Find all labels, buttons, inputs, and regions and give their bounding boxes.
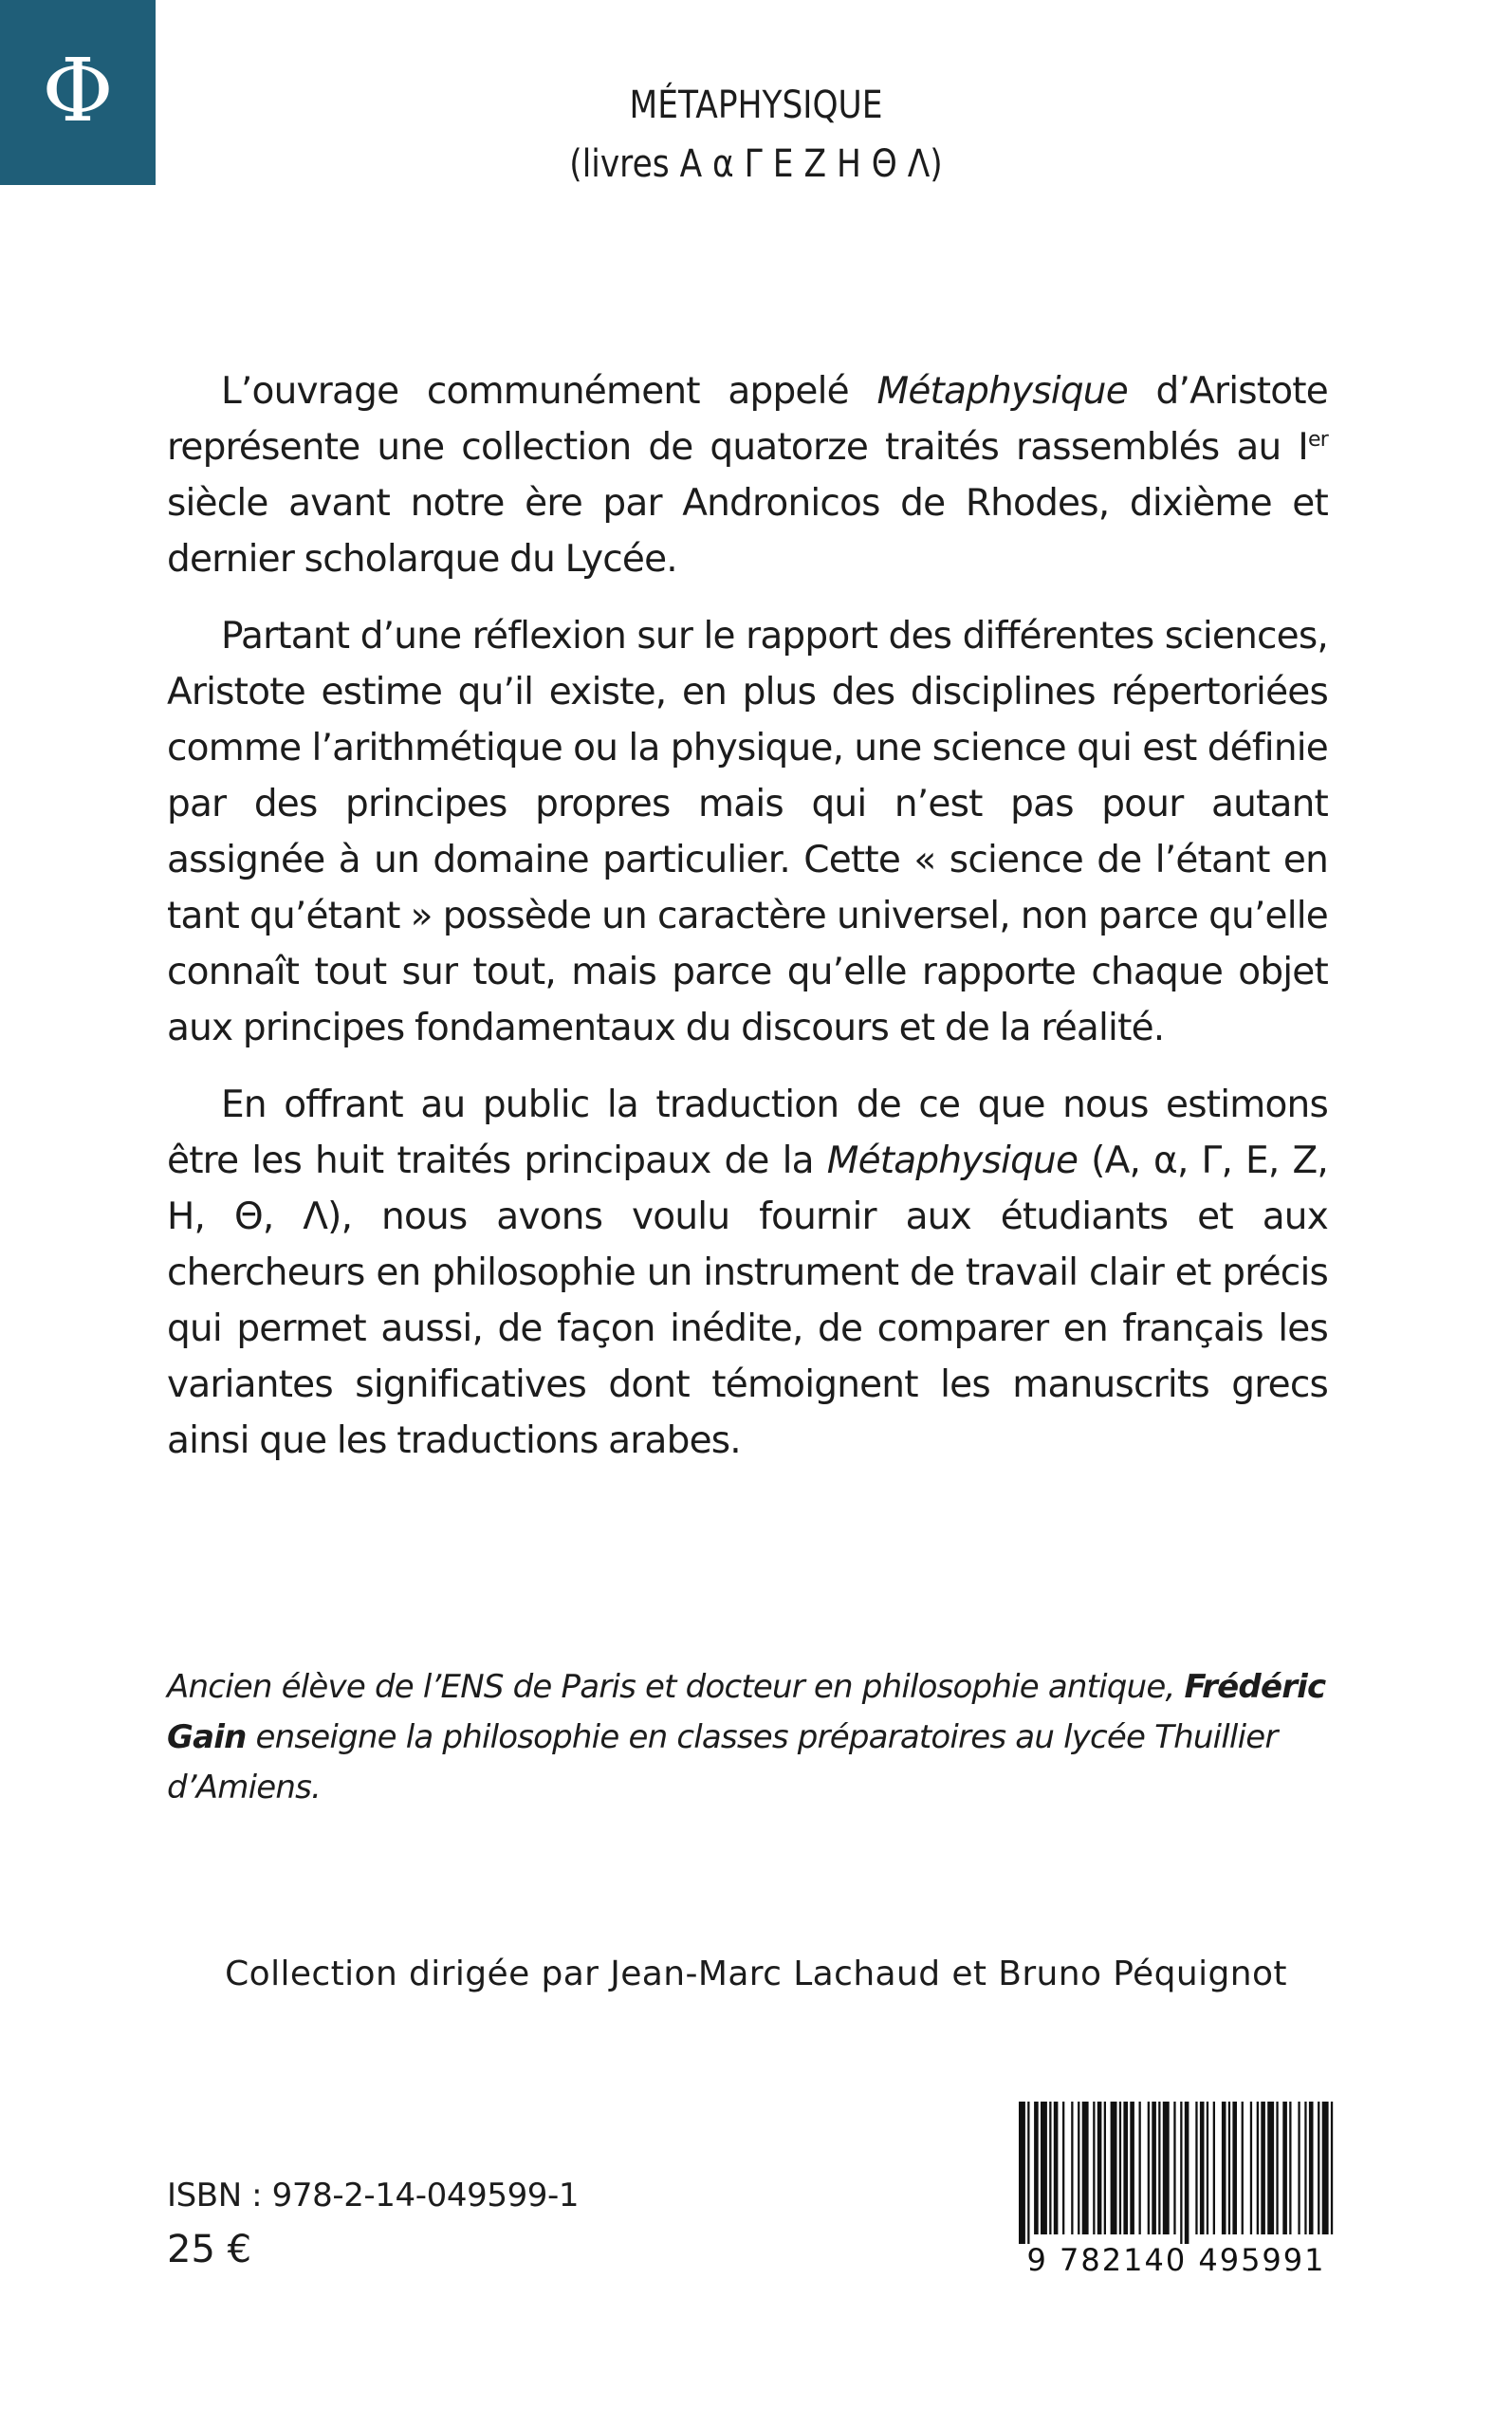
barcode-bar [1318,2102,1319,2234]
author-bio: Ancien élève de l’ENS de Paris et docteur en philosophie antique, Frédéric Gain enseigne la philosophie en classes préparatoires au lycée Thuillier d’Amiens. [167,1668,1326,1807]
barcode-bar [1019,2102,1025,2244]
isbn: ISBN : 978-2-14-049599-1 [167,2177,580,2214]
barcode-bar [1148,2102,1150,2234]
barcode-bar [1200,2102,1205,2234]
barcode-bar [1062,2102,1064,2234]
description-paragraph-2: Partant d’une réflexion sur le rapport des différentes sciences, Aristote estime qu’il existe, en plus des disciplines répertoriées comme l’arithmétique ou la physique, une science qui est définie par des principes propres mais qui n’est pas pour autant assignée à un domaine particulier. Cette « science de l’étant en tant qu’étant » possède un caractère universel, non parce qu’elle connaît tout sur tout, mais parce qu’elle rapporte chaque objet aux principes fondamentaux du discours et de la réalité. [167,615,1328,1049]
barcode-bar [1282,2102,1287,2234]
barcode-bar [1331,2102,1333,2234]
book-subtitle: (livres Α α Γ Ε Ζ Η Θ Λ) [569,142,943,186]
barcode-bar [1267,2102,1274,2234]
barcode-bar [1322,2102,1329,2234]
barcode-icon [1015,2102,1337,2244]
barcode-bar [1185,2102,1189,2244]
collection-credit: Collection dirigée par Jean-Marc Lachaud et Bruno Péquignot [225,1955,1287,1993]
barcode-bar [1289,2102,1291,2234]
barcode-bar [1242,2102,1244,2234]
book-title: MÉTAPHYSIQUE [629,83,883,127]
barcode-bar [1123,2102,1128,2234]
barcode-bar [1152,2102,1156,2234]
barcode-bar [1097,2102,1102,2234]
barcode-bar [1078,2102,1079,2234]
barcode-bar [1139,2102,1141,2234]
barcode-bar [1054,2102,1059,2234]
book-description [167,363,1328,1490]
price: 25 € [167,2228,252,2271]
barcode-bar [1119,2102,1121,2234]
author-name: Frédéric Gain [167,1668,1326,1756]
barcode-bar [1104,2102,1106,2234]
barcode-bar [1213,2102,1215,2234]
barcode-bar [1130,2102,1134,2234]
barcode-bar [1298,2102,1300,2234]
barcode-bar [1257,2102,1259,2234]
barcode-bar [1158,2102,1160,2234]
barcode-bar [1071,2102,1073,2234]
barcode-bar [1261,2102,1265,2234]
barcode-bar [1250,2102,1252,2234]
barcode-bar [1180,2102,1182,2244]
phi-logo-icon: Φ [42,39,114,141]
barcode-bar [1195,2102,1197,2234]
barcode-bar [1093,2102,1095,2234]
barcode-bar [1276,2102,1278,2234]
barcode-bar [1082,2102,1089,2234]
barcode-bar [1309,2102,1314,2234]
description-paragraph-3: En offrant au public la traduction de ce que nous estimons être les huit traités principaux de la Métaphysique (Α, α, Γ, Ε, Ζ, Η, Θ, Λ), nous avons voulu fournir aux étudiants et aux chercheurs en philosophie un instrument de travail clair et précis qui permet aussi, de façon inédite, de comparer en français les variantes significatives dont témoignent les manuscrits grecs ainsi que les traductions arabes. [167,1084,1328,1462]
barcode [1015,2102,1337,2282]
barcode-bar [1207,2102,1208,2234]
barcode-digits: 9 782140 495991 [1026,2242,1326,2278]
barcode-bar [1232,2102,1237,2234]
barcode-bar [1163,2102,1170,2234]
barcode-bar [1228,2102,1230,2234]
barcode-bar [1222,2102,1226,2234]
barcode-bar [1173,2102,1175,2234]
barcode-bar [1041,2102,1047,2234]
description-paragraph-1: L’ouvrage communément appelé Métaphysique d’Aristote représente une collection de quatorze traités rassemblés au Ier siècle avant notre ère par Andronicos de Rhodes, dixième et dernier scholarque du Lycée. [167,370,1328,581]
barcode-bar [1304,2102,1306,2234]
barcode-bar [1111,2102,1117,2234]
barcode-bar [1034,2102,1039,2234]
barcode-bar [1049,2102,1051,2234]
barcode-bar [1027,2102,1029,2244]
